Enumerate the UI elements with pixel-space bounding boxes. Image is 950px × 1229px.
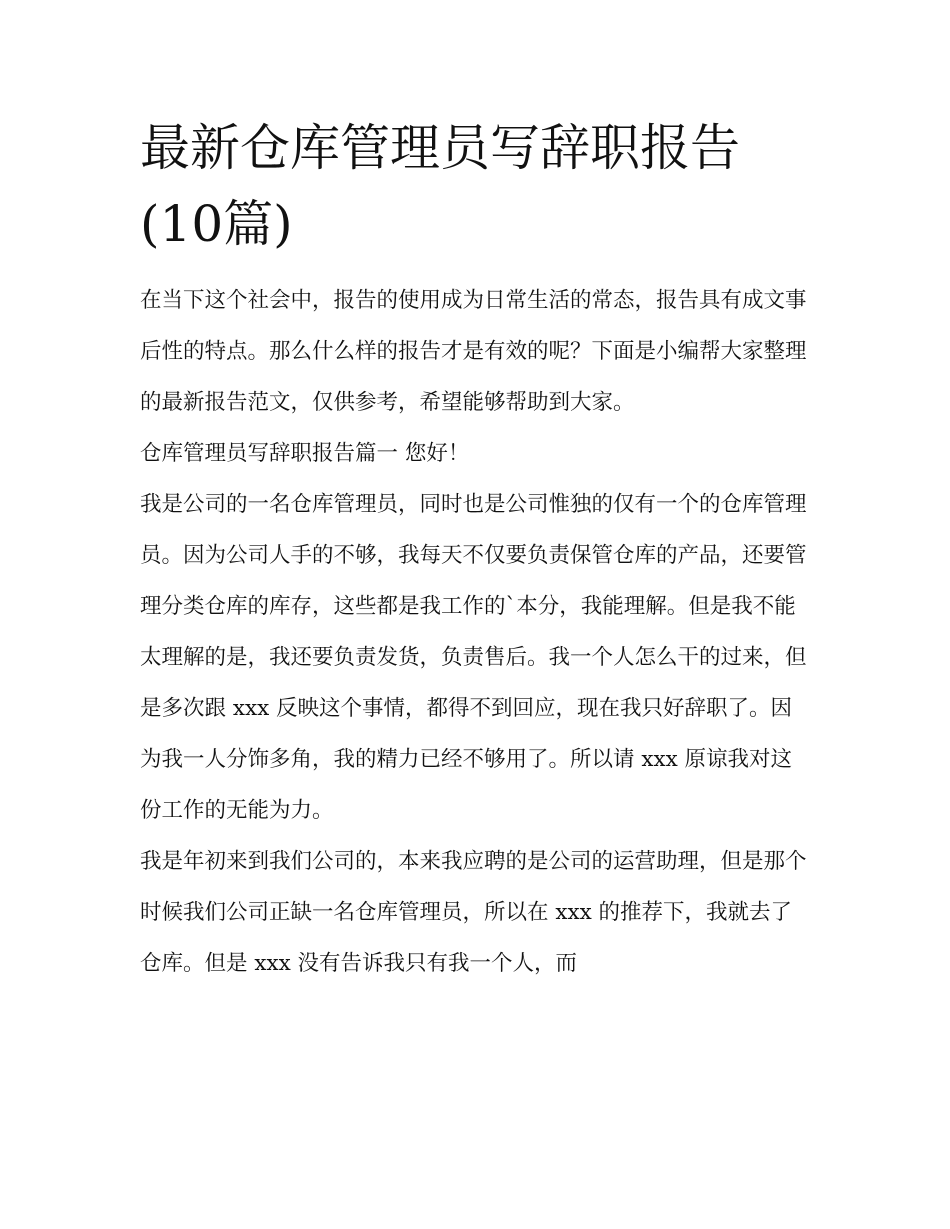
intro-paragraph: 在当下这个社会中，报告的使用成为日常生活的常态，报告具有成文事后性的特点。那么什么样的报告才是有效的呢？下面是小编帮大家整理的最新报告范文，仅供参考，希望能够帮助到大家。	[140, 288, 807, 415]
section-heading-line: 仓库管理员写辞职报告篇一 您好！	[140, 441, 470, 466]
body-paragraph-2: 我是年初来到我们公司的，本来我应聘的是公司的运营助理，但是那个时候我们公司正缺一名仓库管理员，所以在 xxx 的推荐下，我就去了仓库。但是 xxx 没有告诉我只有我一个人，而	[140, 849, 807, 976]
body-paragraph-1: 我是公司的一名仓库管理员，同时也是公司惟独的仅有一个的仓库管理员。因为公司人手的不够，我每天不仅要负责保管仓库的产品，还要管理分类仓库的库存，这些都是我工作的`本分，我能理解。但是我不能太理解的是，我还要负责发货，负责售后。我一个人怎么干的过来，但是多次跟 xxx 反映这个事情，都得不到回应，现在我只好辞职了。因为我一人分饰多角，我的精力已经不够用了。所以请 xxx 原谅我对这份工作的无能为力。	[140, 492, 807, 823]
document-body	[140, 275, 812, 989]
document-title: 最新仓库管理员写辞职报告(10篇)	[140, 119, 740, 253]
